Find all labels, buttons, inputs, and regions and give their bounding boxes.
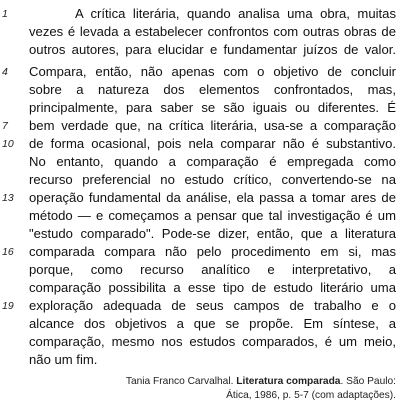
line-number: 10: [2, 138, 14, 150]
text-line: alcance dos objetivos a que se propõe. Em síntese, a: [29, 316, 396, 331]
text-line: vezes é levada a estabelecer confrontos com outras obras de: [29, 24, 396, 39]
text-line: Compara, então, não apenas com o objetivo de concluir: [29, 64, 396, 79]
text-line: No entanto, quando a comparação é empregada como: [29, 154, 396, 169]
line-number: 1: [2, 8, 8, 20]
line-number: 7: [2, 120, 8, 132]
text-line: recurso preferencial no estudo crítico, convertendo-se na: [29, 172, 396, 187]
citation-author: Tania Franco Carvalhal.: [125, 376, 234, 387]
text-line: exploração adequada de seus campos de trabalho e o: [29, 298, 396, 313]
text-line: sobre a natureza dos elementos confrontados, mas,: [29, 82, 396, 97]
text-line: principalmente, para saber se são iguais ou diferentes. É: [29, 100, 396, 115]
line-number: 16: [2, 246, 14, 258]
text-line: bem verdade que, na crítica literária, usa-se a comparação: [29, 118, 396, 133]
text-line: de forma ocasional, pois nela comparar não é substantivo.: [29, 136, 396, 151]
citation-line-1: [126, 375, 396, 388]
text-line: porque, como recurso analítico e interpretativo, a: [29, 262, 396, 277]
text-line: "estudo comparado". Pode-se dizer, então, que a literatura: [29, 226, 396, 241]
line-number: 19: [2, 300, 14, 312]
citation-place: . São Paulo:: [340, 376, 396, 387]
text-line: não um fim.: [29, 352, 98, 367]
text-line: comparação, mesmo nos estudos comparados, é um meio,: [29, 334, 396, 349]
text-line: comparação possibilita a esse tipo de estudo literário uma: [29, 280, 396, 295]
text-line: outros autores, para elucidar e fundamentar juízos de valor.: [29, 42, 396, 57]
line-number: 4: [2, 66, 8, 78]
text-line: comparada compara não pelo procedimento em si, mas: [29, 244, 396, 259]
text-line: operação fundamental da análise, ela passa a tomar ares de: [29, 190, 396, 205]
text-line: A crítica literária, quando analisa uma obra, muitas: [75, 6, 396, 21]
line-number: 13: [2, 192, 14, 204]
citation-title: Literatura comparada: [236, 376, 341, 387]
citation-line-2: Ática, 1986, p. 5-7 (com adaptações).: [226, 390, 396, 401]
text-line: método — e começamos a pensar que tal investigação é um: [29, 208, 396, 223]
